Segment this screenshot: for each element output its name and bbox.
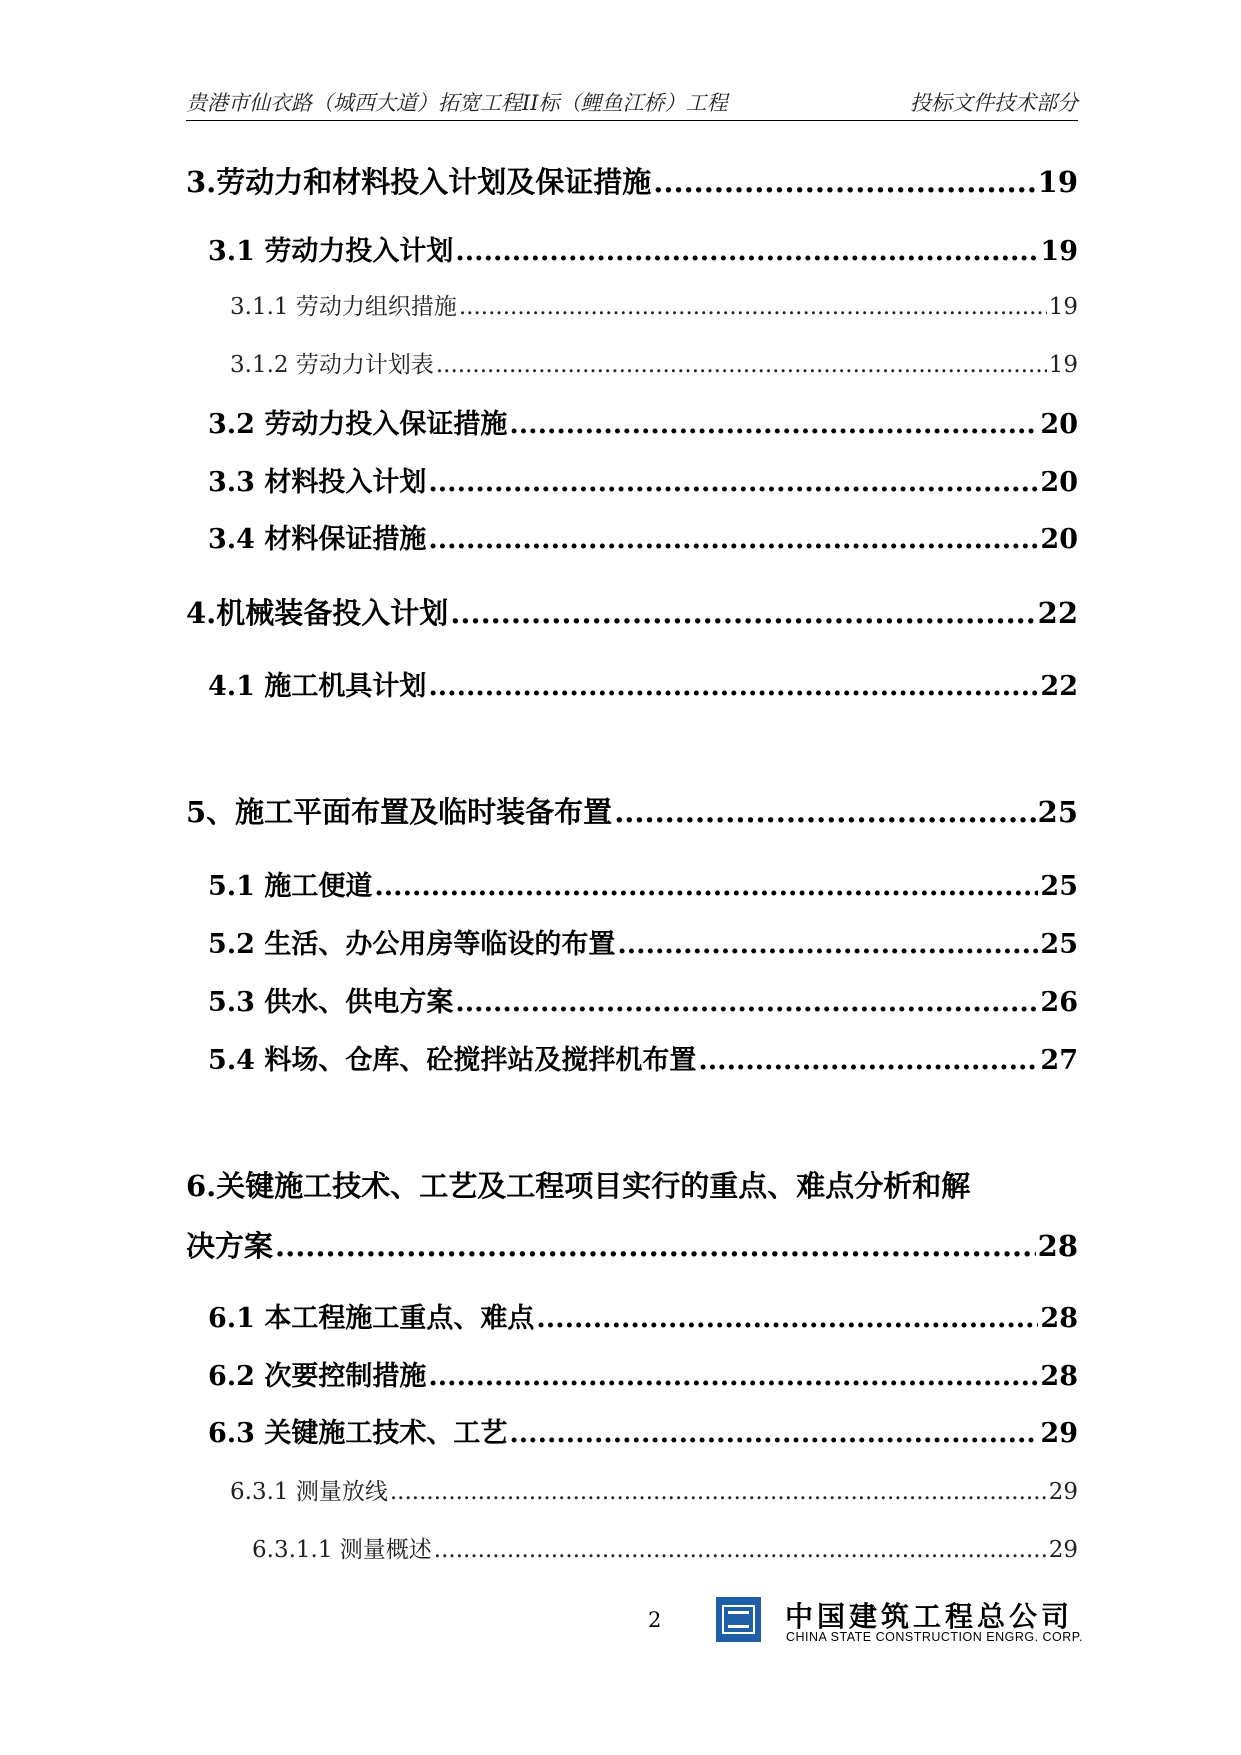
toc-entry-title: 3.劳动力和材料投入计划及保证措施	[186, 165, 652, 199]
header-project-title: 贵港市仙衣路（城西大道）拓宽工程II标（鲤鱼江桥）工程	[186, 91, 728, 115]
toc-entry-3[interactable]	[186, 160, 1078, 201]
toc-entry-title: 决方案	[186, 1229, 274, 1263]
toc-entry-page: 19	[1048, 352, 1078, 378]
toc-entry-title: 3.1 劳动力投入计划	[208, 236, 454, 267]
toc-entry-6-3-1[interactable]	[230, 1473, 1078, 1506]
toc-leader	[434, 1537, 1047, 1563]
toc-entry-3-1[interactable]	[208, 229, 1078, 268]
toc-entry-6-line1[interactable]: 6.关键施工技术、工艺及工程项目实行的重点、难点分析和解	[186, 1169, 971, 1203]
toc-entry-6[interactable]	[186, 1224, 1078, 1265]
toc-entry-page: 29	[1040, 1418, 1078, 1449]
toc-entry-5[interactable]	[186, 790, 1078, 831]
toc-entry-page: 19	[1040, 236, 1078, 267]
company-name-english: CHINA STATE CONSTRUCTION ENGRG. CORP.	[786, 1630, 1083, 1644]
cscec-logo-icon	[716, 1597, 761, 1642]
toc-entry-title: 6.2 次要控制措施	[208, 1361, 427, 1392]
toc-entry-3-4[interactable]	[208, 517, 1078, 556]
toc-leader	[374, 871, 1038, 902]
toc-entry-page: 27	[1040, 1045, 1078, 1076]
toc-entry-page: 20	[1040, 409, 1078, 440]
toc-entry-page: 22	[1040, 671, 1078, 702]
toc-entry-page: 28	[1040, 1303, 1078, 1334]
toc-entry-page: 22	[1037, 596, 1078, 630]
toc-entry-3-1-1[interactable]	[230, 288, 1078, 321]
toc-entry-3-2[interactable]	[208, 402, 1078, 441]
toc-entry-title: 6.1 本工程施工重点、难点	[208, 1303, 535, 1334]
toc-entry-4[interactable]	[186, 591, 1078, 632]
toc-leader	[450, 596, 1035, 630]
toc-entry-6-3[interactable]	[208, 1411, 1078, 1450]
toc-entry-title: 6.3.1.1 测量概述	[252, 1537, 432, 1563]
toc-entry-title: 6.3.1 测量放线	[230, 1479, 388, 1505]
toc-entry-5-3[interactable]	[208, 980, 1078, 1019]
toc-leader	[390, 1479, 1047, 1505]
toc-leader	[653, 165, 1035, 199]
toc-entry-4-1[interactable]	[208, 664, 1078, 703]
toc-leader	[436, 352, 1047, 378]
toc-leader	[455, 236, 1038, 267]
toc-leader	[428, 671, 1038, 702]
toc-leader	[275, 1229, 1036, 1263]
toc-entry-title: 3.1.2 劳动力计划表	[230, 352, 434, 378]
toc-entry-5-4[interactable]	[208, 1038, 1078, 1077]
toc-entry-title: 5、施工平面布置及临时装备布置	[186, 795, 613, 829]
logo-bars	[728, 1611, 749, 1628]
toc-leader	[459, 294, 1047, 320]
toc-entry-page: 25	[1037, 795, 1078, 829]
toc-entry-page: 25	[1040, 929, 1078, 960]
toc-entry-6-2[interactable]	[208, 1354, 1078, 1393]
toc-entry-title: 6.3 关键施工技术、工艺	[208, 1418, 508, 1449]
toc-entry-title: 5.4 料场、仓库、砼搅拌站及搅拌机布置	[208, 1045, 697, 1076]
toc-entry-page: 29	[1048, 1479, 1078, 1505]
toc-entry-title: 5.3 供水、供电方案	[208, 987, 454, 1018]
toc-entry-title: 3.4 材料保证措施	[208, 524, 427, 555]
toc-leader	[428, 1361, 1038, 1392]
toc-entry-6-1[interactable]	[208, 1296, 1078, 1335]
toc-leader	[614, 795, 1035, 829]
toc-leader	[428, 524, 1038, 555]
toc-leader	[509, 409, 1038, 440]
toc-entry-page: 28	[1040, 1361, 1078, 1392]
header-section-title: 投标文件技术部分	[910, 91, 1078, 115]
toc-entry-page: 25	[1040, 871, 1078, 902]
toc-entry-5-2[interactable]	[208, 922, 1078, 961]
toc-entry-page: 19	[1048, 294, 1078, 320]
toc-entry-3-1-2[interactable]	[230, 346, 1078, 379]
toc-leader	[428, 467, 1038, 498]
toc-entry-title: 3.3 材料投入计划	[208, 467, 427, 498]
toc-entry-title: 4.1 施工机具计划	[208, 671, 427, 702]
toc-entry-title: 4.机械装备投入计划	[186, 596, 449, 630]
toc-entry-page: 29	[1048, 1537, 1078, 1563]
toc-entry-title: 5.2 生活、办公用房等临设的布置	[208, 929, 616, 960]
toc-entry-page: 19	[1037, 165, 1078, 199]
toc-entry-page: 20	[1040, 467, 1078, 498]
toc-leader	[536, 1303, 1038, 1334]
toc-leader	[698, 1045, 1038, 1076]
toc-entry-5-1[interactable]	[208, 864, 1078, 903]
toc-entry-3-3[interactable]	[208, 460, 1078, 499]
toc-entry-title: 3.2 劳动力投入保证措施	[208, 409, 508, 440]
toc-entry-page: 26	[1040, 987, 1078, 1018]
toc-entry-title: 3.1.1 劳动力组织措施	[230, 294, 457, 320]
toc-leader	[617, 929, 1038, 960]
page-number: 2	[648, 1608, 662, 1632]
company-name-chinese: 中国建筑工程总公司	[785, 1600, 1074, 1633]
toc-leader	[509, 1418, 1038, 1449]
toc-leader	[455, 987, 1038, 1018]
toc-entry-6-3-1-1[interactable]	[252, 1531, 1078, 1564]
toc-entry-page: 20	[1040, 524, 1078, 555]
toc-entry-page: 28	[1037, 1229, 1078, 1263]
toc-entry-title: 5.1 施工便道	[208, 871, 373, 902]
